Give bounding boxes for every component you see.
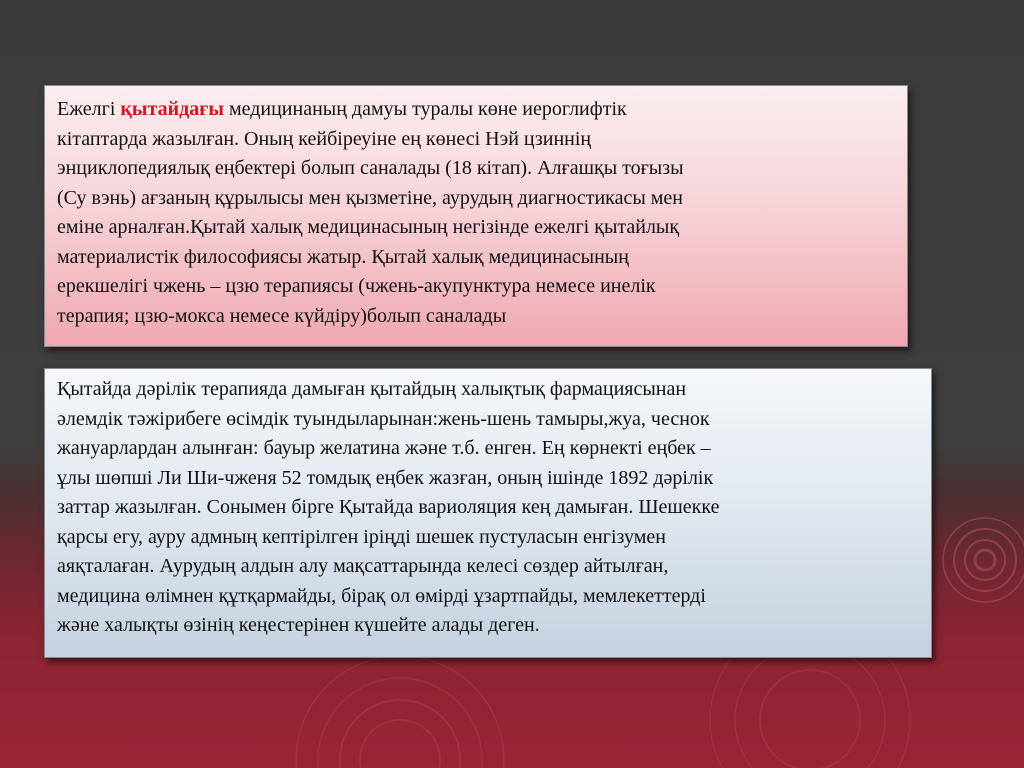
top-text-line: кітаптарда жазылған. Оның кейбіреуіне ең көнесі Нэй цзиннің — [57, 127, 592, 150]
bottom-text-box — [44, 368, 932, 658]
top-text-line — [57, 95, 895, 125]
bottom-text-line: қарсы егу, ауру адмның кептірілген іріңді шешек пустуласын енгізумен — [57, 525, 666, 548]
top-text-line: материалистік философиясы жатыр. Қытай халық медицинасының — [57, 245, 629, 268]
highlighted-word: қытайдағы — [120, 98, 224, 120]
bottom-text-line: және халықты өзінің кеңестерінен күшейте алады деген. — [57, 614, 540, 636]
top-text-line: еміне арналған.Қытай халық медицинасының негізінде ежелгі қытайлық — [57, 216, 680, 238]
top-text-line-start: Ежелгі — [57, 98, 121, 120]
top-text-line-end: медицинаның дамуы туралы көне иероглифтік — [223, 98, 627, 120]
top-text-box — [44, 85, 908, 347]
top-text-line: энциклопедиялық еңбектері болып саналады (18 кітап). Алғашқы тоғызы — [57, 157, 684, 179]
bottom-text-line: Қытайда дәрілік терапияда дамыған қытайдың халықтық фармациясынан — [57, 378, 687, 400]
bottom-text-line: жануарлардан алынған: бауыр желатина және т.б. енген. Ең көрнекті еңбек – — [57, 437, 711, 459]
bottom-text-line: ұлы шөпші Ли Ши-чженя 52 томдық еңбек жазған, оның ішінде 1892 дәрілік — [57, 466, 714, 489]
top-text-line: терапия; цзю-мокса немесе күйдіру)болып саналады — [57, 304, 507, 327]
bottom-text-line: заттар жазылған. Сонымен бірге Қытайда вариоляция кең дамыған. Шешекке — [57, 496, 720, 518]
top-text-line: ерекшелігі чжень – цзю терапиясы (чжень-акупунктура немесе инелік — [57, 275, 656, 297]
bottom-text-line: медицина өлімнен құтқармайды, бірақ ол өмірді ұзартпайды, мемлекеттерді — [57, 584, 706, 607]
bottom-text-line: аяқталаған. Аурудың алдын алу мақсаттарында келесі сөздер айтылған, — [57, 555, 669, 577]
bottom-text-line: әлемдік тәжірибеге өсімдік туындыларынан:жень-шень тамыры,жуа, чеснок — [57, 407, 710, 430]
top-text-line: (Су вэнь) ағзаның құрылысы мен қызметіне, аурудың диагностикасы мен — [57, 186, 683, 209]
